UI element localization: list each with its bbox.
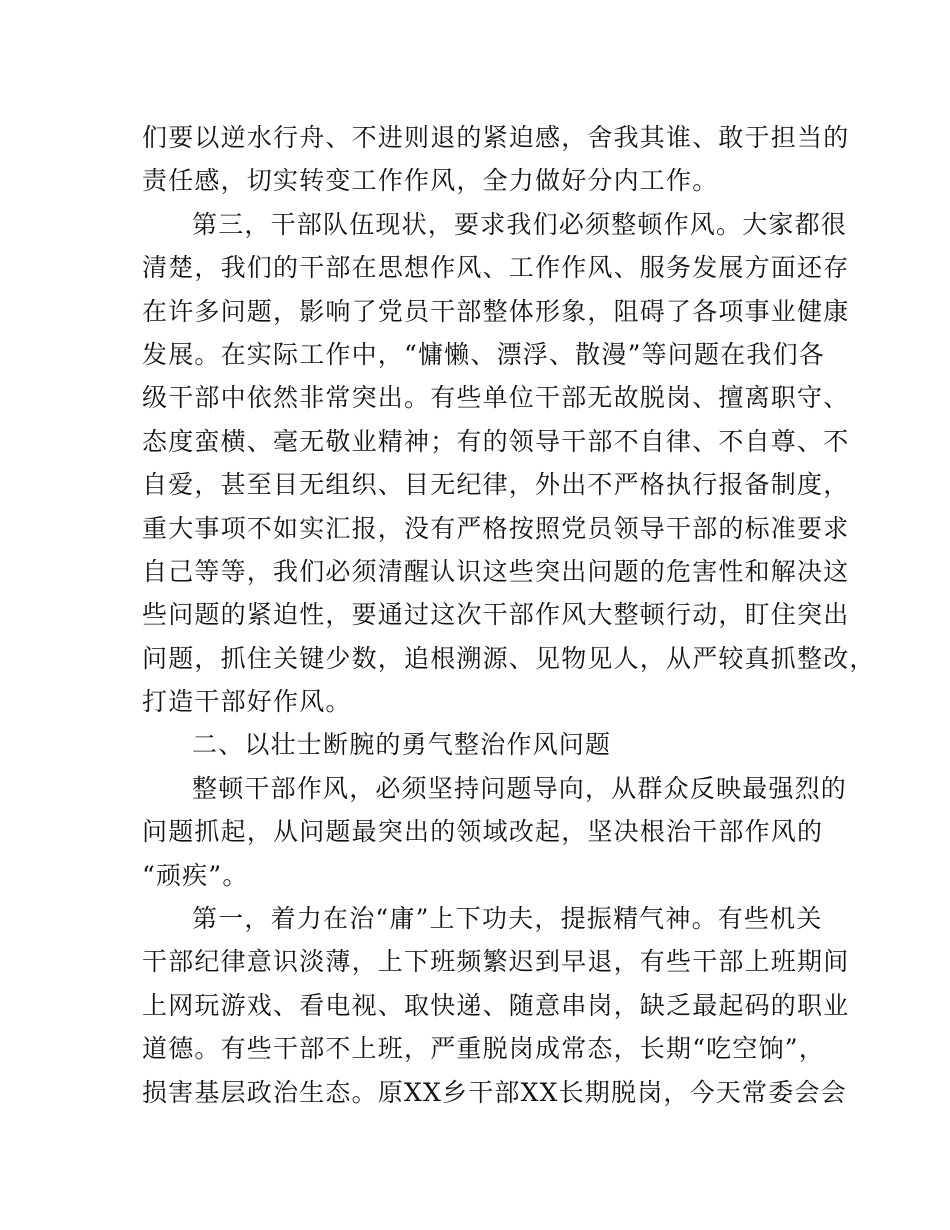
text-line: 上网玩游戏、看电视、取快递、随意串岗，缺乏最起码的职业 [142, 990, 850, 1020]
text-line: 在许多问题，影响了党员干部整体形象，阻碍了各项事业健康 [142, 296, 850, 326]
text-line: “顽疾”。 [142, 860, 249, 890]
section-heading: 二、以壮士断腕的勇气整治作风问题 [192, 730, 612, 760]
text-line: 损害基层政治生态。原XX乡干部XX长期脱岗，今天常委会会 [142, 1077, 847, 1107]
text-line: 态度蛮横、毫无敬业精神；有的领导干部不自律、不自尊、不 [142, 426, 850, 456]
text-line: 问题抓起，从问题最突出的领域改起，坚决根治干部作风的 [142, 817, 824, 847]
text-line: 问题，抓住关键少数，追根溯源、见物见人，从严较真抓整改， [142, 643, 876, 673]
text-line: 道德。有些干部不上班，严重脱岗成常态，长期“吃空饷”， [142, 1034, 825, 1064]
text-line: 责任感，切实转变工作作风，全力做好分内工作。 [142, 166, 719, 196]
paragraph-start-line: 第一，着力在治“庸”上下功夫，提振精气神。有些机关 [192, 904, 823, 934]
paragraph-start-line: 第三，干部队伍现状，要求我们必须整顿作风。大家都很 [192, 209, 848, 239]
document-body [142, 116, 876, 1114]
text-line: 们要以逆水行舟、不进则退的紧迫感，舍我其谁、敢于担当的 [142, 123, 850, 152]
text-line: 自爱，甚至目无组织、目无纪律，外出不严格执行报备制度， [142, 470, 850, 500]
text-line: 重大事项不如实汇报，没有严格按照党员领导干部的标准要求 [142, 513, 850, 543]
text-line: 清楚，我们的干部在思想作风、工作作风、服务发展方面还存 [142, 253, 850, 283]
text-line: 级干部中依然非常突出。有些单位干部无故脱岗、擅离职守、 [142, 383, 850, 413]
text-line: 打造干部好作风。 [142, 687, 352, 717]
text-line: 干部纪律意识淡薄，上下班频繁迟到早退，有些干部上班期间 [142, 947, 850, 977]
paragraph-start-line: 整顿干部作风，必须坚持问题导向，从群众反映最强烈的 [192, 773, 848, 803]
text-line: 自己等等，我们必须清醒认识这些突出问题的危害性和解决这 [142, 556, 850, 586]
text-line: 些问题的紧迫性，要通过这次干部作风大整顿行动，盯住突出 [142, 600, 850, 630]
text-line: 发展。在实际工作中，“慵懒、漂浮、散漫”等问题在我们各 [142, 339, 825, 369]
